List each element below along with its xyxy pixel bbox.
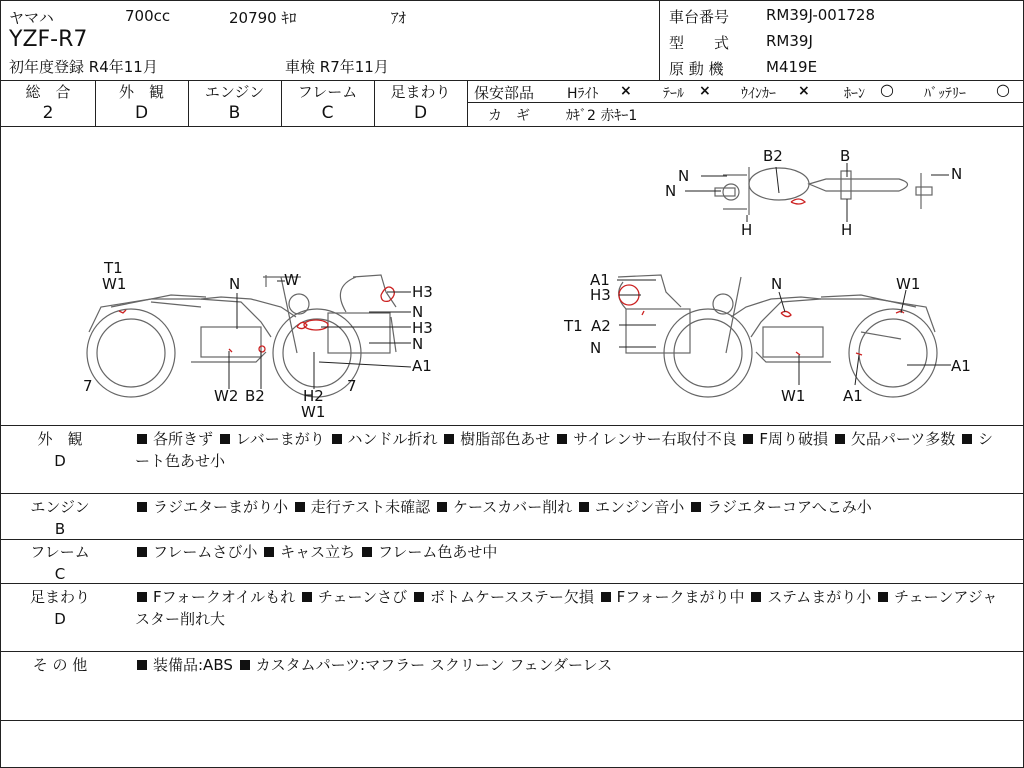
diagram-label: H3 (412, 283, 433, 301)
remark-item: 欠品パーツ多数 (850, 430, 960, 448)
type-label: 型 式 (669, 34, 730, 52)
displacement: 700cc (125, 7, 171, 25)
bullet-icon (691, 502, 701, 512)
top-view-bike (715, 167, 932, 215)
first-registration: 初年度登録 R4年11月 (9, 58, 158, 76)
remark-item: エンジン音小 (594, 498, 690, 516)
inspection-expiry: 車検 R7年11月 (285, 58, 389, 76)
diagram-label: W2 (214, 387, 239, 405)
remark-item: Fフォークオイルもれ (153, 588, 300, 606)
remark-item: ケースカバー削れ (452, 498, 577, 516)
bullet-icon (295, 502, 305, 512)
remark-item: カスタムパーツ:マフラー スクリーン フェンダーレス (255, 656, 613, 674)
remark-item: レバーまがり (235, 430, 330, 448)
right-view-bike (664, 277, 937, 397)
type-value: RM39J (766, 32, 813, 50)
remark-item: 装備品:ABS (153, 656, 238, 674)
safety-horn: ﾎｰﾝ (844, 86, 865, 102)
frame-no-label: 車台番号 (669, 8, 730, 26)
diagram-label: A1 (951, 357, 971, 375)
diagram-label: N (665, 182, 677, 200)
diagram-label: N (412, 335, 424, 353)
safety-battery-mark: ○ (996, 80, 1010, 99)
remark-item: ラジエターコアへこみ小 (707, 498, 872, 516)
diagram-label: B2 (245, 387, 265, 405)
grade-overall: 総 合 2 (25, 83, 71, 123)
safety-tail: ﾃｰﾙ (663, 86, 684, 102)
safety-headlight-mark: × (620, 83, 632, 99)
remark-item: 走行テスト未確認 (310, 498, 435, 516)
diagram-label: A1 (590, 271, 610, 289)
bullet-icon (302, 592, 312, 602)
grade-suspension: 足まわり D (390, 83, 451, 123)
diagram-label: 7 (347, 377, 357, 395)
safety-headlight: Hﾗｲﾄ (567, 86, 599, 102)
mileage: 20790 ｷﾛ (229, 9, 297, 27)
engine-label: 原 動 機 (669, 60, 724, 78)
diagram-label: H3 (590, 286, 611, 304)
remark-item: 各所きず (153, 430, 218, 448)
damage-diagram (1, 127, 1023, 425)
bullet-icon (240, 660, 250, 670)
diagram-label: W1 (301, 403, 326, 421)
diagram-label: W (284, 271, 299, 289)
left-view-bike (87, 275, 361, 397)
remark-item: Fフォークまがり中 (616, 588, 750, 606)
maker: ヤマハ (9, 9, 54, 27)
bullet-icon (220, 434, 230, 444)
remark-item: ハンドル折れ (347, 430, 443, 448)
diagram-label: W1 (102, 275, 127, 293)
remark-item: フレームさび小 (153, 543, 263, 561)
rear-view-bike (618, 275, 690, 353)
diagram-label: H (841, 221, 853, 239)
diagram-label: B (840, 147, 851, 165)
engine-value: M419E (766, 58, 818, 76)
bullet-icon (137, 592, 147, 602)
frame-no: RM39J-001728 (766, 6, 876, 24)
safety-horn-mark: ○ (880, 80, 894, 99)
section-engine-text (135, 496, 1007, 518)
bullet-icon (137, 547, 147, 557)
remark-item: サイレンサー右取付不良 (573, 430, 742, 448)
safety-label: 保安部品 (474, 84, 535, 102)
diagram-label: H2 (303, 387, 324, 405)
key-label: カ ギ (488, 108, 530, 124)
section-suspension-text (135, 586, 1007, 630)
diagram-label: B2 (763, 147, 783, 165)
diagram-label: A2 (591, 317, 611, 335)
bullet-icon (137, 434, 147, 444)
bullet-icon (137, 502, 147, 512)
bullet-icon (444, 434, 454, 444)
bullet-icon (362, 547, 372, 557)
diagram-label: N (229, 275, 241, 293)
grade-exterior: 外 観 D (118, 83, 164, 123)
remark-item: チェーンアジャスター削れ大 (135, 588, 998, 628)
bullet-icon (835, 434, 845, 444)
section-other-label: そ の 他 (32, 656, 88, 674)
bullet-icon (264, 547, 274, 557)
remark-item: キャス立ち (280, 543, 360, 561)
bullet-icon (332, 434, 342, 444)
safety-battery: ﾊﾞｯﾃﾘｰ (924, 86, 966, 102)
diagram-label: 7 (83, 377, 93, 395)
bullet-icon (601, 592, 611, 602)
bullet-icon (414, 592, 424, 602)
grade-frame: フレーム C (297, 83, 358, 123)
remark-item: フレーム色あせ中 (377, 543, 498, 561)
remark-item: ステムまがり小 (767, 588, 877, 606)
remark-item: ボトムケースステー欠損 (429, 588, 599, 606)
diagram-label: T1 (104, 259, 123, 277)
diagram-label: W1 (781, 387, 806, 405)
diagram-label: N (771, 275, 783, 293)
safety-winker-mark: × (798, 83, 810, 99)
section-exterior-label: 外 観 D (37, 430, 83, 470)
diagram-label: A1 (412, 357, 432, 375)
diagram-label: N (678, 167, 690, 185)
remark-item: ラジエターまがり小 (153, 498, 293, 516)
bullet-icon (962, 434, 972, 444)
diagram-label: W1 (896, 275, 921, 293)
bullet-icon (579, 502, 589, 512)
safety-winker: ｳｲﾝｶｰ (741, 86, 776, 102)
bullet-icon (751, 592, 761, 602)
bullet-icon (743, 434, 753, 444)
remark-item: 樹脂部色あせ (460, 430, 556, 448)
section-frame-text (135, 541, 1007, 563)
diagram-label: N (951, 165, 963, 183)
color: ｱｵ (391, 9, 407, 27)
diagram-label: T1 (564, 317, 583, 335)
bullet-icon (878, 592, 888, 602)
model-name: YZF-R7 (9, 27, 88, 52)
section-frame-label: フレーム C (30, 543, 90, 583)
section-exterior-text (135, 428, 1007, 472)
grade-engine: エンジン B (204, 83, 265, 123)
section-suspension-label: 足まわり D (29, 588, 90, 628)
remark-item: シート色あせ小 (135, 430, 994, 470)
key-value: ｶｷﾞ2 赤ｷｰ1 (566, 108, 638, 124)
diagram-label: H3 (412, 319, 433, 337)
bullet-icon (137, 660, 147, 670)
remark-item: F周り破損 (759, 430, 833, 448)
bullet-icon (437, 502, 447, 512)
diagram-label: A1 (843, 387, 863, 405)
remark-item: チェーンさび (317, 588, 412, 606)
section-other-text (135, 654, 1007, 676)
diagram-label: N (590, 339, 602, 357)
safety-tail-mark: × (699, 83, 711, 99)
diagram-label: N (412, 303, 424, 321)
section-engine-label: エンジン B (30, 498, 90, 538)
bullet-icon (557, 434, 567, 444)
diagram-label: H (741, 221, 753, 239)
